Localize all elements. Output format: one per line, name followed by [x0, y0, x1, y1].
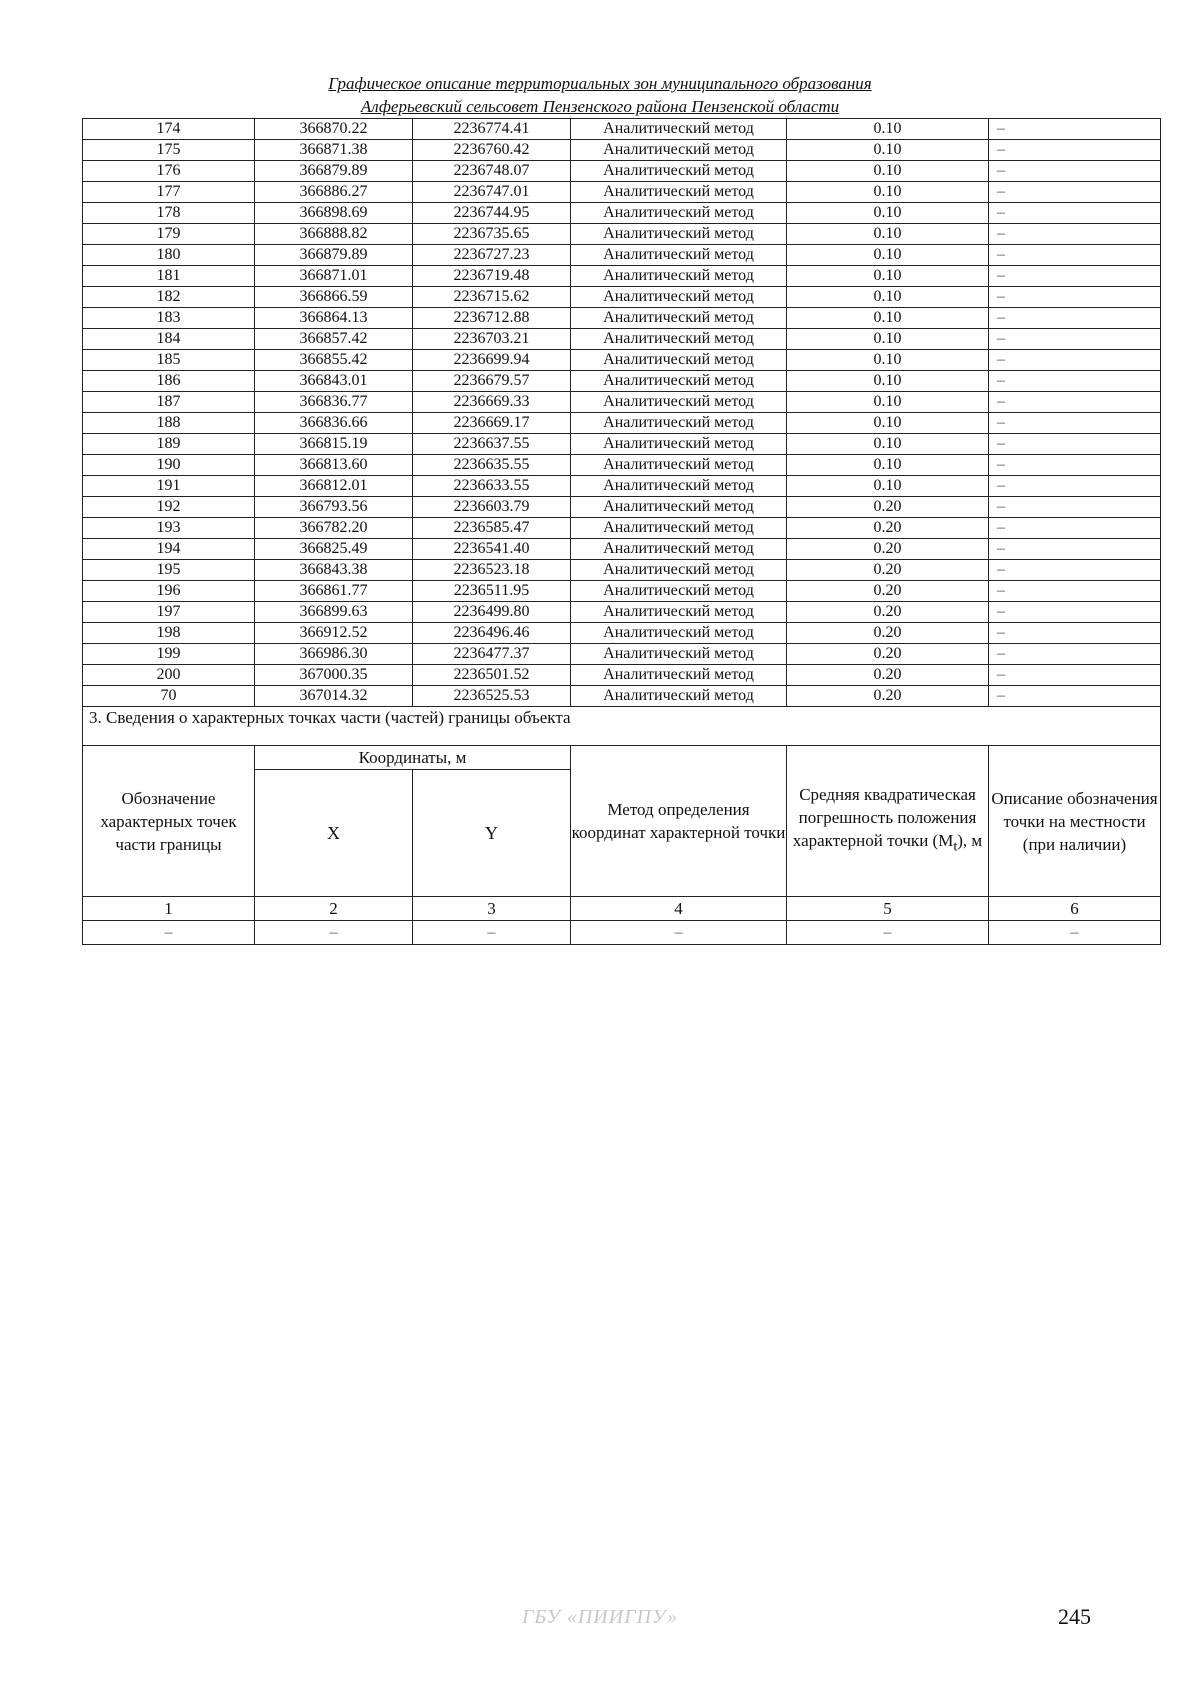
coord-x: 366899.63 — [255, 602, 413, 623]
table-row — [83, 686, 1161, 707]
table-row — [83, 392, 1161, 413]
coord-x: 366864.13 — [255, 308, 413, 329]
coord-y: 2236635.55 — [413, 455, 571, 476]
point-number: 183 — [83, 308, 255, 329]
coord-y: 2236603.79 — [413, 497, 571, 518]
table-row — [83, 266, 1161, 287]
coord-y: 2236525.53 — [413, 686, 571, 707]
point-description: – — [989, 140, 1161, 161]
point-description: – — [989, 245, 1161, 266]
point-number: 189 — [83, 434, 255, 455]
section-3 — [83, 707, 1161, 945]
column-number: 2 — [255, 897, 413, 921]
method: Аналитический метод — [571, 203, 787, 224]
point-description: – — [989, 266, 1161, 287]
mean-error: 0.20 — [787, 539, 989, 560]
table-row — [83, 119, 1161, 140]
point-description: – — [989, 539, 1161, 560]
column-number: 6 — [989, 897, 1161, 921]
col-method-header: Метод определения координат характерной точки — [571, 746, 787, 897]
point-description: – — [989, 182, 1161, 203]
coord-x: 366825.49 — [255, 539, 413, 560]
coord-x: 366812.01 — [255, 476, 413, 497]
coord-y: 2236496.46 — [413, 623, 571, 644]
coord-y: 2236744.95 — [413, 203, 571, 224]
table-row — [83, 602, 1161, 623]
coord-y: 2236727.23 — [413, 245, 571, 266]
coord-x: 366866.59 — [255, 287, 413, 308]
point-number: 194 — [83, 539, 255, 560]
coord-x: 366888.82 — [255, 224, 413, 245]
point-number: 178 — [83, 203, 255, 224]
coord-y: 2236633.55 — [413, 476, 571, 497]
coord-x: 366886.27 — [255, 182, 413, 203]
method: Аналитический метод — [571, 287, 787, 308]
method: Аналитический метод — [571, 497, 787, 518]
empty-row — [83, 921, 1161, 945]
table-row — [83, 665, 1161, 686]
point-description: – — [989, 623, 1161, 644]
mean-error: 0.20 — [787, 623, 989, 644]
table-row — [83, 497, 1161, 518]
mean-error: 0.10 — [787, 413, 989, 434]
mean-error: 0.20 — [787, 686, 989, 707]
point-description: – — [989, 203, 1161, 224]
col-error-tail: ), м — [957, 831, 983, 851]
table-row — [83, 203, 1161, 224]
table-row — [83, 413, 1161, 434]
point-number: 186 — [83, 371, 255, 392]
point-number: 195 — [83, 560, 255, 581]
point-number: 199 — [83, 644, 255, 665]
empty-cell: – — [83, 921, 255, 945]
point-description: – — [989, 350, 1161, 371]
coord-y: 2236748.07 — [413, 161, 571, 182]
point-number: 185 — [83, 350, 255, 371]
page-number: 245 — [1058, 1604, 1091, 1629]
method: Аналитический метод — [571, 266, 787, 287]
table-row — [83, 644, 1161, 665]
point-description: – — [989, 455, 1161, 476]
mean-error: 0.10 — [787, 140, 989, 161]
point-number: 191 — [83, 476, 255, 497]
method: Аналитический метод — [571, 371, 787, 392]
footer-organization: ГБУ «ПИИГПУ» — [522, 1606, 678, 1628]
coord-x: 366898.69 — [255, 203, 413, 224]
coord-y: 2236679.57 — [413, 371, 571, 392]
coord-x: 366879.89 — [255, 161, 413, 182]
empty-cell: – — [571, 921, 787, 945]
point-description: – — [989, 434, 1161, 455]
method: Аналитический метод — [571, 119, 787, 140]
point-number: 177 — [83, 182, 255, 203]
point-number: 176 — [83, 161, 255, 182]
mean-error: 0.10 — [787, 224, 989, 245]
mean-error: 0.10 — [787, 392, 989, 413]
mean-error: 0.10 — [787, 476, 989, 497]
mean-error: 0.20 — [787, 560, 989, 581]
coordinates-rows — [83, 119, 1161, 707]
point-number: 190 — [83, 455, 255, 476]
coordinates-table — [82, 118, 1161, 945]
point-description: – — [989, 602, 1161, 623]
mean-error: 0.10 — [787, 161, 989, 182]
table-row — [83, 581, 1161, 602]
method: Аналитический метод — [571, 665, 787, 686]
table-row — [83, 518, 1161, 539]
point-number: 180 — [83, 245, 255, 266]
point-description: – — [989, 119, 1161, 140]
coord-y: 2236669.17 — [413, 413, 571, 434]
column-number: 1 — [83, 897, 255, 921]
mean-error: 0.20 — [787, 644, 989, 665]
point-description: – — [989, 518, 1161, 539]
method: Аналитический метод — [571, 644, 787, 665]
coord-y: 2236541.40 — [413, 539, 571, 560]
mean-error: 0.20 — [787, 581, 989, 602]
mean-error: 0.10 — [787, 287, 989, 308]
column-number: 5 — [787, 897, 989, 921]
coord-y: 2236637.55 — [413, 434, 571, 455]
empty-cell: – — [787, 921, 989, 945]
table-row — [83, 560, 1161, 581]
coord-y: 2236499.80 — [413, 602, 571, 623]
coord-y: 2236511.95 — [413, 581, 571, 602]
coord-x: 366912.52 — [255, 623, 413, 644]
point-number: 181 — [83, 266, 255, 287]
method: Аналитический метод — [571, 224, 787, 245]
document-header — [0, 72, 1200, 118]
method: Аналитический метод — [571, 161, 787, 182]
coord-y: 2236585.47 — [413, 518, 571, 539]
method: Аналитический метод — [571, 686, 787, 707]
method: Аналитический метод — [571, 245, 787, 266]
method: Аналитический метод — [571, 308, 787, 329]
table-row — [83, 224, 1161, 245]
col-error-sub: t — [953, 838, 958, 855]
header-line-1: Графическое описание территориальных зон муниципального образования — [328, 74, 872, 93]
point-number: 192 — [83, 497, 255, 518]
coord-y: 2236774.41 — [413, 119, 571, 140]
coord-y: 2236760.42 — [413, 140, 571, 161]
coord-x: 366870.22 — [255, 119, 413, 140]
column-number: 3 — [413, 897, 571, 921]
table-row — [83, 455, 1161, 476]
coord-x: 366871.01 — [255, 266, 413, 287]
point-number: 188 — [83, 413, 255, 434]
mean-error: 0.20 — [787, 665, 989, 686]
coord-x: 366879.89 — [255, 245, 413, 266]
mean-error: 0.10 — [787, 203, 989, 224]
method: Аналитический метод — [571, 602, 787, 623]
point-number: 175 — [83, 140, 255, 161]
coord-x: 367000.35 — [255, 665, 413, 686]
point-description: – — [989, 476, 1161, 497]
point-number: 179 — [83, 224, 255, 245]
table-row — [83, 623, 1161, 644]
coord-x: 366836.77 — [255, 392, 413, 413]
coord-y: 2236747.01 — [413, 182, 571, 203]
coord-x: 366836.66 — [255, 413, 413, 434]
coord-y: 2236477.37 — [413, 644, 571, 665]
point-number: 193 — [83, 518, 255, 539]
point-description: – — [989, 644, 1161, 665]
mean-error: 0.20 — [787, 518, 989, 539]
coord-x: 366843.38 — [255, 560, 413, 581]
table-row — [83, 539, 1161, 560]
coord-y: 2236715.62 — [413, 287, 571, 308]
point-description: – — [989, 329, 1161, 350]
point-number: 174 — [83, 119, 255, 140]
table-row — [83, 245, 1161, 266]
method: Аналитический метод — [571, 329, 787, 350]
coord-x: 366815.19 — [255, 434, 413, 455]
table-row — [83, 434, 1161, 455]
table-row — [83, 476, 1161, 497]
point-description: – — [989, 224, 1161, 245]
mean-error: 0.10 — [787, 308, 989, 329]
col-coords-header: Координаты, м — [255, 746, 571, 770]
mean-error: 0.10 — [787, 350, 989, 371]
point-number: 187 — [83, 392, 255, 413]
point-description: – — [989, 161, 1161, 182]
method: Аналитический метод — [571, 413, 787, 434]
empty-cell: – — [989, 921, 1161, 945]
method: Аналитический метод — [571, 182, 787, 203]
column-number: 4 — [571, 897, 787, 921]
method: Аналитический метод — [571, 434, 787, 455]
coord-x: 366986.30 — [255, 644, 413, 665]
mean-error: 0.10 — [787, 371, 989, 392]
method: Аналитический метод — [571, 518, 787, 539]
point-description: – — [989, 287, 1161, 308]
coord-y: 2236523.18 — [413, 560, 571, 581]
point-description: – — [989, 581, 1161, 602]
point-description: – — [989, 497, 1161, 518]
mean-error: 0.10 — [787, 119, 989, 140]
method: Аналитический метод — [571, 455, 787, 476]
col-point-header: Обозначение характерных точек части границы — [83, 746, 255, 897]
point-description: – — [989, 392, 1161, 413]
point-number: 182 — [83, 287, 255, 308]
point-number: 196 — [83, 581, 255, 602]
column-numbers-row — [83, 897, 1161, 921]
mean-error: 0.10 — [787, 434, 989, 455]
coord-x: 366793.56 — [255, 497, 413, 518]
point-description: – — [989, 413, 1161, 434]
header-line-2: Алферьевский сельсовет Пензенского района Пензенской области — [360, 97, 840, 116]
coord-x: 366855.42 — [255, 350, 413, 371]
col-error-text: Средняя квадратическая погрешность положения характерной точки (M — [792, 785, 977, 851]
table-row — [83, 140, 1161, 161]
section-3-title: 3. Сведения о характерных точках части (частей) границы объекта — [83, 707, 1161, 746]
mean-error: 0.10 — [787, 266, 989, 287]
mean-error: 0.10 — [787, 182, 989, 203]
table-row — [83, 329, 1161, 350]
coord-x: 366871.38 — [255, 140, 413, 161]
mean-error: 0.20 — [787, 497, 989, 518]
empty-cell: – — [413, 921, 571, 945]
point-number: 200 — [83, 665, 255, 686]
mean-error: 0.10 — [787, 329, 989, 350]
coord-y: 2236501.52 — [413, 665, 571, 686]
col-error-header — [787, 746, 989, 897]
table-row — [83, 371, 1161, 392]
coord-y: 2236703.21 — [413, 329, 571, 350]
mean-error: 0.10 — [787, 245, 989, 266]
method: Аналитический метод — [571, 581, 787, 602]
method: Аналитический метод — [571, 623, 787, 644]
coord-x: 367014.32 — [255, 686, 413, 707]
point-number: 197 — [83, 602, 255, 623]
point-description: – — [989, 665, 1161, 686]
point-description: – — [989, 686, 1161, 707]
method: Аналитический метод — [571, 392, 787, 413]
coord-y: 2236669.33 — [413, 392, 571, 413]
method: Аналитический метод — [571, 476, 787, 497]
point-description: – — [989, 308, 1161, 329]
point-number: 184 — [83, 329, 255, 350]
coord-x: 366857.42 — [255, 329, 413, 350]
point-description: – — [989, 560, 1161, 581]
point-description: – — [989, 371, 1161, 392]
table-row — [83, 182, 1161, 203]
method: Аналитический метод — [571, 350, 787, 371]
coord-x: 366861.77 — [255, 581, 413, 602]
col-x-header: X — [255, 770, 413, 897]
col-y-header: Y — [413, 770, 571, 897]
method: Аналитический метод — [571, 539, 787, 560]
coord-y: 2236735.65 — [413, 224, 571, 245]
table-row — [83, 350, 1161, 371]
coord-y: 2236719.48 — [413, 266, 571, 287]
coord-y: 2236699.94 — [413, 350, 571, 371]
coord-x: 366782.20 — [255, 518, 413, 539]
mean-error: 0.10 — [787, 455, 989, 476]
point-number: 70 — [83, 686, 255, 707]
method: Аналитический метод — [571, 140, 787, 161]
table-row — [83, 287, 1161, 308]
table-row — [83, 161, 1161, 182]
coord-y: 2236712.88 — [413, 308, 571, 329]
empty-cell: – — [255, 921, 413, 945]
method: Аналитический метод — [571, 560, 787, 581]
coord-x: 366813.60 — [255, 455, 413, 476]
table-row — [83, 308, 1161, 329]
mean-error: 0.20 — [787, 602, 989, 623]
point-number: 198 — [83, 623, 255, 644]
col-desc-header: Описание обозначения точки на местности (при наличии) — [989, 746, 1161, 897]
coord-x: 366843.01 — [255, 371, 413, 392]
